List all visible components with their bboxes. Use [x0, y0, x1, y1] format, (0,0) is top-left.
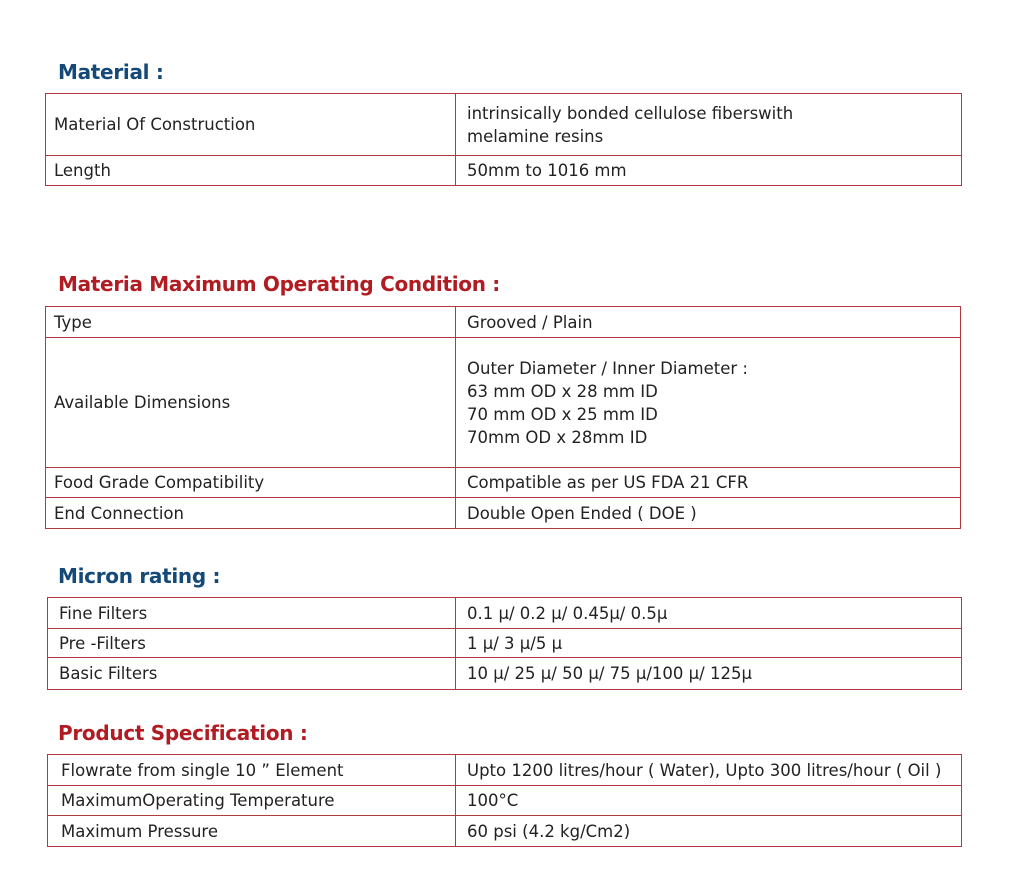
- table-row: [46, 338, 961, 468]
- section-title-operating-condition: Materia Maximum Operating Condition :: [58, 272, 500, 296]
- row-label: Basic Filters: [48, 658, 456, 690]
- row-value: 0.1 μ/ 0.2 μ/ 0.45μ/ 0.5μ: [456, 598, 962, 629]
- micron-rating-table: [47, 597, 962, 690]
- row-value: 1 μ/ 3 μ/5 μ: [456, 629, 962, 658]
- row-value: [456, 338, 961, 468]
- row-value: Double Open Ended ( DOE ): [456, 498, 961, 529]
- table-row: [48, 816, 962, 847]
- table-row: [46, 307, 961, 338]
- material-table: [45, 93, 962, 186]
- section-title-product-specification: Product Specification :: [58, 721, 308, 745]
- row-label: Fine Filters: [48, 598, 456, 629]
- table-row: [48, 786, 962, 816]
- row-label: MaximumOperating Temperature: [48, 786, 456, 816]
- table-row: [46, 498, 961, 529]
- table-row: [48, 629, 962, 658]
- table-row: [48, 755, 962, 786]
- row-value: [456, 94, 962, 156]
- row-value: 50mm to 1016 mm: [456, 156, 962, 186]
- row-label: End Connection: [46, 498, 456, 529]
- row-value: Compatible as per US FDA 21 CFR: [456, 468, 961, 498]
- product-specification-table: [47, 754, 962, 847]
- value-line: 70 mm OD x 25 mm ID: [467, 404, 658, 424]
- operating-condition-table: [45, 306, 961, 529]
- row-label: Material Of Construction: [46, 94, 456, 156]
- table-row: [48, 658, 962, 690]
- row-label: Maximum Pressure: [48, 816, 456, 847]
- row-value: 100°C: [456, 786, 962, 816]
- section-title-material: Material :: [58, 60, 164, 84]
- row-label: Pre -Filters: [48, 629, 456, 658]
- value-line: intrinsically bonded cellulose fiberswith: [467, 103, 794, 123]
- table-row: [46, 468, 961, 498]
- row-label: Type: [46, 307, 456, 338]
- table-row: [48, 598, 962, 629]
- row-value: Grooved / Plain: [456, 307, 961, 338]
- table-row: [46, 156, 962, 186]
- value-line: 63 mm OD x 28 mm ID: [467, 381, 658, 401]
- row-label: Food Grade Compatibility: [46, 468, 456, 498]
- row-value: 60 psi (4.2 kg/Cm2): [456, 816, 962, 847]
- value-line: 70mm OD x 28mm ID: [467, 427, 648, 447]
- row-label: Available Dimensions: [46, 338, 456, 468]
- row-label: Flowrate from single 10 ” Element: [48, 755, 456, 786]
- value-line: Outer Diameter / Inner Diameter :: [467, 358, 748, 378]
- value-line: melamine resins: [467, 126, 604, 146]
- row-label: Length: [46, 156, 456, 186]
- row-value: 10 μ/ 25 μ/ 50 μ/ 75 μ/100 μ/ 125μ: [456, 658, 962, 690]
- row-value: Upto 1200 litres/hour ( Water), Upto 300 litres/hour ( Oil ): [456, 755, 962, 786]
- section-title-micron-rating: Micron rating :: [58, 564, 221, 588]
- table-row: [46, 94, 962, 156]
